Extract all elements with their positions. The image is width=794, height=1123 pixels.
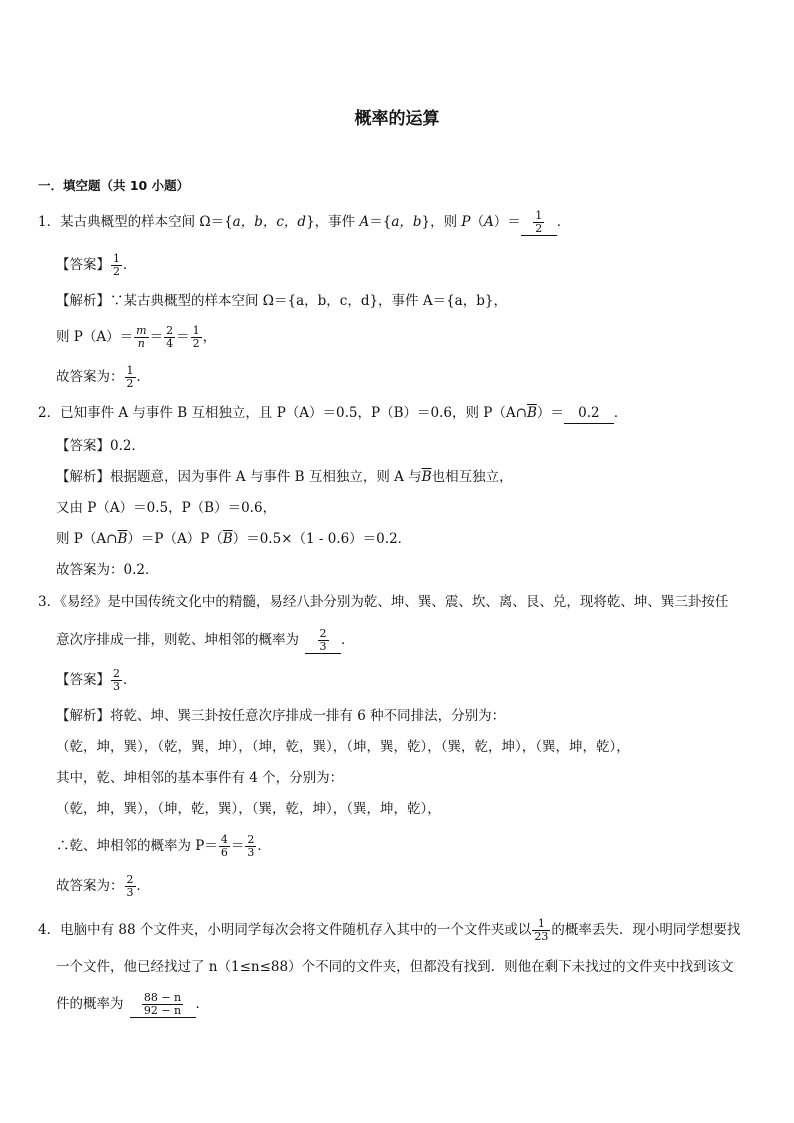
q3-stem-line2: 意次序排成一排，则乾、坤相邻的概率为 $\frac{2}{3}$ ．: [56, 627, 355, 653]
q3-analysis-line4: （乾，坤，巽），（坤，乾，巽），（巽，乾，坤），（巽，坤，乾），: [56, 801, 441, 817]
q2-stem: 2．已知事件 A 与事件 B 互相独立，且 P（A）＝0.5，P（B）＝0.6，则 $P(A\cap\overline{B})= 0.2$ ．: [38, 403, 627, 424]
q3-analysis-line2: （乾，坤，巽），（乾，巽，坤），（坤，乾，巽），（坤，巽，乾），（巽，乾，坤），（巽，坤，乾），: [56, 739, 630, 755]
q1-answer: 【答案】 $\frac{1}{2}$ ．: [56, 252, 137, 278]
q2-conclusion: 故答案为：0.2．: [56, 562, 159, 578]
section-heading: 一．填空题（共 10 小题）: [38, 178, 190, 193]
q3-analysis-line3: 其中，乾、坤相邻的基本事件有 4 个，分别为：: [56, 770, 344, 786]
page-title: 概率的运算: [354, 109, 440, 129]
q3-stem-line1: 3．《易经》是中国传统文化中的精髓，易经八卦分别为乾、坤、巽、震、坎、离、艮、兑，现将乾、坤、巽三卦按任: [38, 594, 729, 610]
q2-analysis-line2: 又由 P（A）＝0.5，P（B）＝0.6，: [56, 500, 277, 516]
q2-analysis-line3: 则 $P(A\cap\overline{B})=P(A)P(\overline{B})=0.5\times(1 - 0.6)=0.2$．: [56, 531, 412, 547]
q4-stem-line2: 一个文件，他已经找过了 n（1≤n≤88）个不同的文件夹，但都没有找到．则他在剩下未找过的文件夹中找到该文: [56, 959, 734, 975]
q1-analysis: 【解析】∵某古典概型的样本空间 Ω＝{a，b，c，d}，事件 A＝{a，b}，: [56, 293, 507, 309]
q3-conclusion: 故答案为： $\frac{2}{3}$ ．: [56, 873, 150, 899]
q2-answer: 【答案】0.2．: [56, 438, 145, 454]
q3-analysis-line5: ∴乾、坤相邻的概率为 P＝ $\frac{4}{6}$ ＝ $\frac{2}{3}$ ．: [56, 833, 271, 859]
q4-stem-line1: 4．电脑中有 88 个文件夹，小明同学每次会将文件随机存入其中的一个文件夹或以 $\frac{1}{23}$ 的概率丢失．现小明同学想要找: [38, 917, 741, 943]
q1-conclusion: 故答案为： $\frac{1}{2}$ ．: [56, 364, 150, 390]
q4-stem-line3: 件的概率为 $\frac{88 - n}{92 - n}$ ．: [56, 991, 209, 1017]
q3-answer-blank: $\frac{2}{3}$: [305, 628, 341, 654]
q3-answer: 【答案】 $\frac{2}{3}$ ．: [56, 667, 137, 693]
q1-analysis-line2: 则 P（A）＝ $\frac{m}{n}$ ＝ $\frac{2}{4}$ ＝ $\frac{1}{2}$ ，: [56, 324, 217, 350]
q2-answer-blank: 0.2: [564, 403, 614, 424]
q3-analysis: 【解析】将乾、坤、巽三卦按任意次序排成一排有 6 种不同排法，分别为：: [56, 708, 506, 724]
q4-answer-blank: $\frac{88 - n}{92 - n}$: [130, 992, 196, 1018]
q1-stem: 1．某古典概型的样本空间 Ω＝{a，b，c，d}，事件 A＝{a，b}，则 P（A）＝ $\frac{1}{2}$ ．: [38, 209, 571, 235]
q2-analysis: 【解析】根据题意，因为事件 A 与事件 B 互相独立，则 A 与$\overline{B}$也相互独立，: [56, 469, 513, 485]
q1-answer-blank: $\frac{1}{2}$: [521, 210, 557, 236]
